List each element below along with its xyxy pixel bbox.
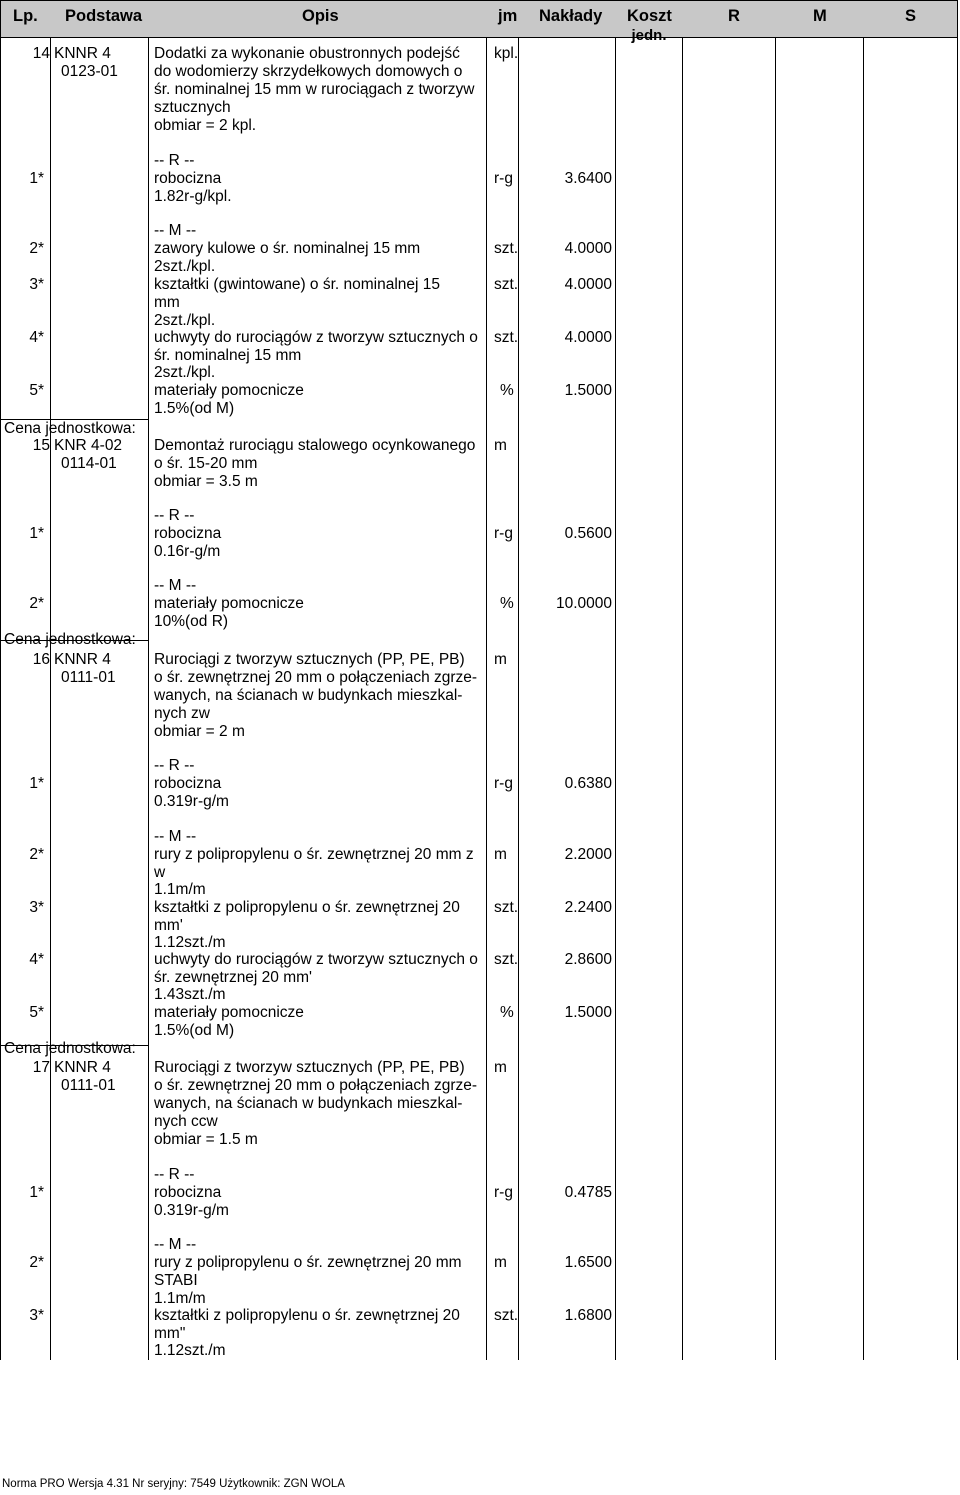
row-number: 3* [29,276,44,293]
row-norm: 1.43szt./m [154,986,226,1003]
row-value: 4.0000 [564,329,612,346]
cena-jednostkowa-label: Cena jednostkowa: [4,631,136,648]
position-obmiar: obmiar = 2 kpl. [154,117,257,134]
row-number: 1* [29,775,44,792]
grid-line [486,37,487,1360]
table-header [0,0,958,44]
row-unit: szt. [494,899,519,916]
position-obmiar: obmiar = 3.5 m [154,473,258,490]
row-value: 3.6400 [564,170,612,187]
row-name: uchwyty do rurociągów z tworzyw sztucznych o [154,329,478,346]
row-norm: 2szt./kpl. [154,258,216,275]
row-name: śr. zewnętrznej 20 mm' [154,969,313,986]
row-unit: szt. [494,276,519,293]
position-description: Rurociągi z tworzyw sztucznych (PP, PE, PB) [154,651,465,668]
position-code: KNNR 4 [54,651,111,668]
row-value: 1.5000 [564,382,612,399]
row-norm: 0.319r-g/m [154,793,229,810]
row-norm: 1.5%(od M) [154,1022,235,1039]
col-podstawa: Podstawa [65,7,143,25]
position-description: śr. nominalnej 15 mm w rurociągach z tworzyw [154,81,475,98]
row-value: 0.5600 [564,525,612,542]
row-norm: 1.1m/m [154,1290,206,1307]
position-description: Demontaż rurociągu stalowego ocynkowanego [154,437,476,454]
position-code: KNNR 4 [54,45,111,62]
col-koszt: Koszt [627,7,672,25]
row-unit: m [494,1254,507,1271]
section-m: -- M -- [154,828,197,845]
row-number: 2* [29,240,44,257]
row-name: rury z polipropylenu o śr. zewnętrznej 20 mm [154,1254,462,1271]
footer-software-info: Norma PRO Wersja 4.31 Nr seryjny: 7549 Użytkownik: ZGN WOLA [2,1478,345,1490]
row-value: 2.8600 [564,951,612,968]
row-number: 1* [29,1184,44,1201]
row-number: 3* [29,899,44,916]
row-value: 0.6380 [564,775,612,792]
position-description: o śr. 15-20 mm [154,455,258,472]
row-number: 5* [29,382,44,399]
cena-jednostkowa-label: Cena jednostkowa: [4,420,136,437]
position-code: KNNR 4 [54,1059,111,1076]
row-unit: m [494,846,507,863]
row-value: 10.0000 [555,595,612,612]
position-code: 0111-01 [61,669,116,686]
row-norm: 1.1m/m [154,881,206,898]
grid-line [50,37,51,1360]
grid-line [682,37,683,1360]
row-name: śr. nominalnej 15 mm [154,347,302,364]
row-name: mm' [154,917,183,934]
position-description: Rurociągi z tworzyw sztucznych (PP, PE, PB) [154,1059,465,1076]
position-description: wanych, na ścianach w budynkach mieszkal- [154,687,463,704]
row-name: w [154,864,166,881]
row-value: 4.0000 [564,276,612,293]
row-name: uchwyty do rurociągów z tworzyw sztucznych o [154,951,478,968]
position-number: 17 [32,1059,50,1076]
row-value: 0.4785 [564,1184,612,1201]
grid-line [775,37,776,1360]
row-name: kształtki z polipropylenu o śr. zewnętrznej 20 [154,1307,460,1324]
row-number: 3* [29,1307,44,1324]
position-description: do wodomierzy skrzydełkowych domowych o [154,63,463,80]
row-norm: 0.16r-g/m [154,543,221,560]
section-m: -- M -- [154,577,197,594]
row-value: 4.0000 [564,240,612,257]
row-name: materiały pomocnicze [154,1004,304,1021]
col-naklady: Nakłady [539,7,603,25]
position-obmiar: obmiar = 1.5 m [154,1131,258,1148]
row-norm: 10%(od R) [154,613,229,630]
row-unit: szt. [494,329,519,346]
row-number: 2* [29,846,44,863]
row-number: 2* [29,595,44,612]
row-unit: r-g [494,1184,513,1201]
row-value: 1.6500 [564,1254,612,1271]
position-number: 15 [32,437,50,454]
row-name: robocizna [154,775,222,792]
grid-line [957,37,958,1360]
position-unit: m [494,1059,507,1076]
row-unit: szt. [494,951,519,968]
row-norm: 1.82r-g/kpl. [154,188,232,205]
section-r: -- R -- [154,1166,195,1183]
grid-line [615,37,616,1360]
row-unit: % [500,382,514,399]
row-value: 2.2400 [564,899,612,916]
col-s: S [905,7,917,25]
section-r: -- R -- [154,507,195,524]
position-description: wanych, na ścianach w budynkach mieszkal- [154,1095,463,1112]
row-norm: 0.319r-g/m [154,1202,229,1219]
position-description: nych ccw [154,1113,218,1130]
position-code: 0111-01 [61,1077,116,1094]
row-name: robocizna [154,525,222,542]
cena-jednostkowa-label: Cena jednostkowa: [4,1040,136,1057]
grid-line [863,37,864,1360]
row-norm: 2szt./kpl. [154,364,216,381]
row-name: materiały pomocnicze [154,382,304,399]
col-m: M [813,7,827,25]
row-number: 4* [29,329,44,346]
row-value: 2.2000 [564,846,612,863]
row-norm: 2szt./kpl. [154,312,216,329]
col-jm: jm [498,7,518,25]
row-norm: 1.12szt./m [154,1342,226,1359]
position-unit: m [494,651,507,668]
position-description: o śr. zewnętrznej 20 mm o połączeniach zgrze- [154,1077,478,1094]
row-unit: % [500,595,514,612]
row-name: kształtki (gwintowane) o śr. nominalnej 15 [154,276,441,293]
position-code: 0123-01 [61,63,118,80]
section-m: -- M -- [154,1236,197,1253]
row-unit: r-g [494,170,513,187]
row-name: robocizna [154,1184,222,1201]
position-unit: m [494,437,507,454]
row-unit: szt. [494,240,519,257]
row-unit: r-g [494,525,513,542]
section-m: -- M -- [154,222,197,239]
row-number: 4* [29,951,44,968]
row-norm: 1.5%(od M) [154,400,235,417]
position-description: nych zw [154,705,210,722]
row-unit: % [500,1004,514,1021]
row-value: 1.6800 [564,1307,612,1324]
row-number: 2* [29,1254,44,1271]
position-description: sztucznych [154,99,231,116]
row-number: 1* [29,525,44,542]
row-value: 1.5000 [564,1004,612,1021]
row-name: rury z polipropylenu o śr. zewnętrznej 20 mm z [154,846,474,863]
col-lp: Lp. [13,7,38,25]
row-name: robocizna [154,170,222,187]
col-r: R [728,7,740,25]
row-unit: r-g [494,775,513,792]
position-obmiar: obmiar = 2 m [154,723,245,740]
section-r: -- R -- [154,152,195,169]
row-norm: 1.12szt./m [154,934,226,951]
row-unit: szt. [494,1307,519,1324]
position-description: o śr. zewnętrznej 20 mm o połączeniach zgrze- [154,669,478,686]
position-number: 14 [32,45,50,62]
row-name: materiały pomocnicze [154,595,304,612]
grid-line [0,37,1,1360]
grid-line [148,37,149,1360]
row-name: kształtki z polipropylenu o śr. zewnętrznej 20 [154,899,460,916]
position-description: Dodatki za wykonanie obustronnych podejść [154,45,460,62]
position-code: KNR 4-02 [54,437,123,454]
row-number: 1* [29,170,44,187]
row-name: mm" [154,1325,186,1342]
position-number: 16 [32,651,50,668]
col-koszt-jedn: jedn. [631,27,667,44]
section-r: -- R -- [154,757,195,774]
position-code: 0114-01 [61,455,117,472]
row-name: zawory kulowe o śr. nominalnej 15 mm [154,240,421,257]
row-number: 5* [29,1004,44,1021]
position-unit: kpl. [494,45,519,62]
grid-line [518,37,519,1360]
row-name: STABI [154,1272,198,1289]
row-name: mm [154,294,180,311]
col-opis: Opis [302,7,339,25]
